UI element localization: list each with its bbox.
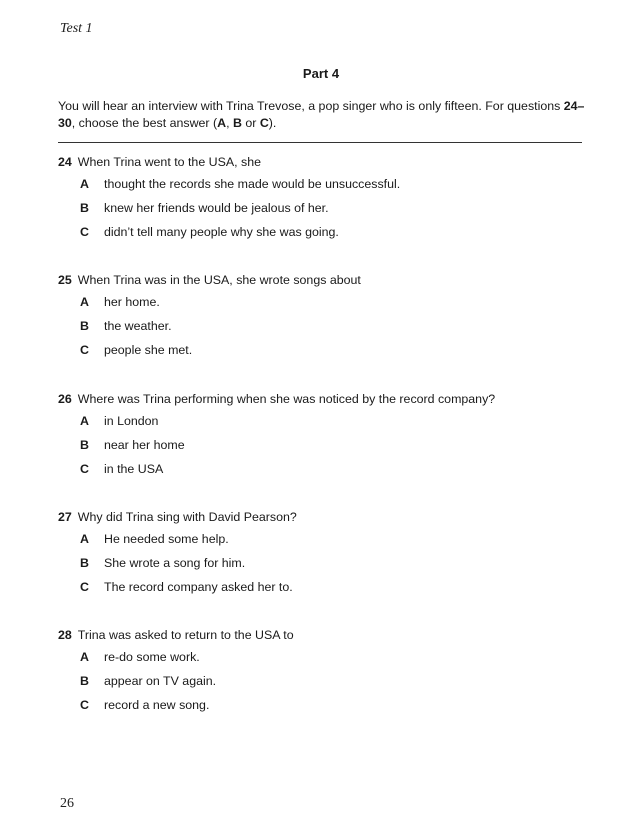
option-text: in the USA bbox=[104, 462, 164, 476]
question-number: 28 bbox=[58, 628, 72, 642]
option-text: re-do some work. bbox=[104, 650, 200, 664]
answer-letter-b: B bbox=[232, 116, 242, 130]
option-26-a bbox=[58, 409, 598, 433]
option-letter: B bbox=[80, 674, 89, 688]
option-27-b bbox=[58, 551, 598, 575]
option-27-c bbox=[58, 575, 598, 599]
option-text: knew her friends would be jealous of her. bbox=[104, 201, 329, 215]
page-number: 26 bbox=[60, 796, 74, 811]
option-26-b bbox=[58, 433, 598, 457]
option-text: record a new song. bbox=[104, 698, 210, 712]
option-text: her home. bbox=[104, 295, 160, 309]
option-text: He needed some help. bbox=[104, 532, 229, 546]
instructions bbox=[58, 98, 588, 132]
option-25-b bbox=[58, 314, 598, 338]
question-26 bbox=[58, 389, 598, 481]
option-letter: C bbox=[80, 343, 89, 357]
question-27 bbox=[58, 507, 598, 599]
question-stem bbox=[58, 152, 598, 172]
option-28-b bbox=[58, 669, 598, 693]
option-text: She wrote a song for him. bbox=[104, 556, 246, 570]
question-28 bbox=[58, 625, 598, 717]
option-letter: B bbox=[80, 201, 89, 215]
question-text: Trina was asked to return to the USA to bbox=[77, 628, 294, 642]
option-letter: B bbox=[80, 438, 89, 452]
option-letter: A bbox=[80, 532, 89, 546]
option-text: the weather. bbox=[104, 319, 172, 333]
answer-letter-c: C bbox=[259, 116, 269, 130]
instructions-separator-2: or bbox=[241, 116, 260, 130]
question-number: 26 bbox=[58, 392, 72, 406]
question-stem bbox=[58, 507, 598, 527]
question-stem bbox=[58, 270, 598, 290]
option-text: didn’t tell many people why she was going. bbox=[104, 225, 339, 239]
question-stem bbox=[58, 625, 598, 645]
option-24-c bbox=[58, 220, 598, 244]
option-24-b bbox=[58, 196, 598, 220]
question-stem bbox=[58, 389, 598, 409]
option-letter: C bbox=[80, 462, 89, 476]
question-number: 25 bbox=[58, 273, 72, 287]
option-24-a bbox=[58, 172, 598, 196]
option-letter: B bbox=[80, 556, 89, 570]
option-letter: A bbox=[80, 295, 89, 309]
option-28-a bbox=[58, 645, 598, 669]
option-text: The record company asked her to. bbox=[104, 580, 293, 594]
option-25-c bbox=[58, 338, 598, 362]
option-letter: C bbox=[80, 225, 89, 239]
option-letter: A bbox=[80, 177, 89, 191]
question-text: When Trina went to the USA, she bbox=[77, 155, 261, 169]
instructions-text-after: ). bbox=[268, 116, 277, 130]
option-text: thought the records she made would be unsuccessful. bbox=[104, 177, 401, 191]
instructions-text-before: You will hear an interview with Trina Trevose, a pop singer who is only fifteen. For questions bbox=[58, 99, 564, 113]
question-24 bbox=[58, 152, 598, 244]
option-text: appear on TV again. bbox=[104, 674, 217, 688]
question-25 bbox=[58, 270, 598, 362]
question-text: Why did Trina sing with David Pearson? bbox=[77, 510, 297, 524]
option-text: near her home bbox=[104, 438, 185, 452]
answer-letter-a: A bbox=[217, 116, 227, 130]
question-text: When Trina was in the USA, she wrote songs about bbox=[77, 273, 361, 287]
instructions-text-middle: , choose the best answer ( bbox=[71, 116, 218, 130]
option-28-c bbox=[58, 693, 598, 717]
option-letter: A bbox=[80, 414, 89, 428]
question-range: 24–30 bbox=[58, 99, 585, 130]
option-27-a bbox=[58, 527, 598, 551]
question-number: 24 bbox=[58, 155, 72, 169]
question-number: 27 bbox=[58, 510, 72, 524]
option-text: people she met. bbox=[104, 343, 193, 357]
option-letter: A bbox=[80, 650, 89, 664]
option-25-a bbox=[58, 290, 598, 314]
part-title: Part 4 bbox=[302, 66, 340, 81]
instructions-separator-1: , bbox=[226, 116, 233, 130]
divider-rule bbox=[58, 142, 582, 143]
option-letter: B bbox=[80, 319, 89, 333]
question-text: Where was Trina performing when she was noticed by the record company? bbox=[77, 392, 496, 406]
option-text: in London bbox=[104, 414, 159, 428]
running-head: Test 1 bbox=[60, 21, 93, 36]
option-letter: C bbox=[80, 698, 89, 712]
option-letter: C bbox=[80, 580, 89, 594]
option-26-c bbox=[58, 457, 598, 481]
